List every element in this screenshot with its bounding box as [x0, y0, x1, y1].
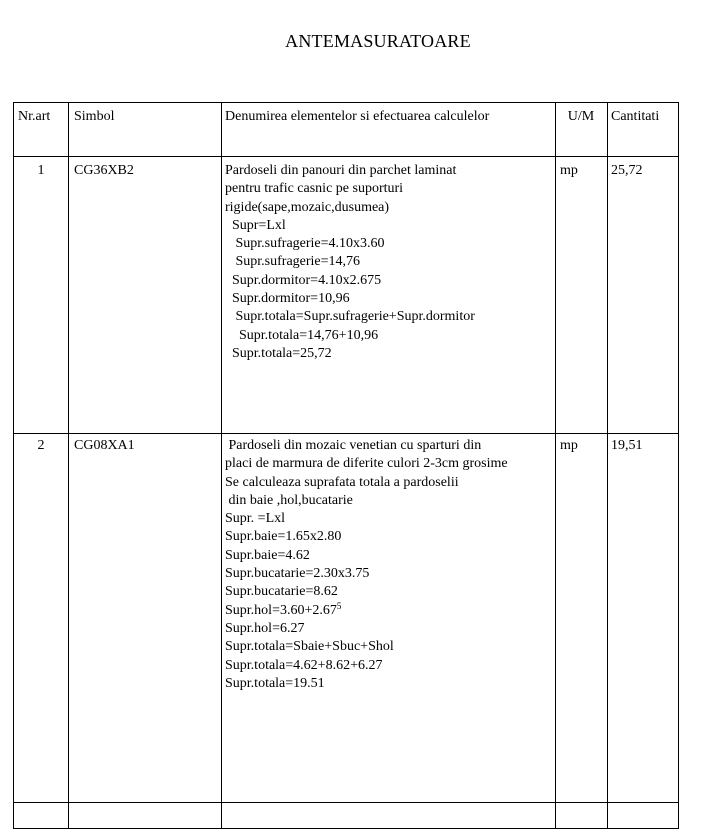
- calculation-line: Supr.baie=4.62: [225, 547, 310, 563]
- calculation-line: Se calculeaza suprafata totala a pardoselii: [225, 474, 459, 490]
- calculation-line: Supr.bucatarie=8.62: [225, 584, 338, 600]
- column-divider: [607, 103, 608, 828]
- calculation-line: Supr.dormitor=10,96: [225, 291, 350, 307]
- column-divider: [68, 103, 69, 828]
- calculation-line: Supr.baie=1.65x2.80: [225, 529, 342, 545]
- row-1-um: mp: [560, 163, 578, 178]
- measurements-table: [13, 102, 679, 829]
- row-1-cantitate: 25,72: [611, 163, 643, 178]
- superscript-digit: 5: [336, 600, 342, 611]
- calculation-line: Supr. =Lxl: [225, 511, 286, 527]
- row-2-um: mp: [560, 438, 578, 453]
- page-title: ANTEMASURATOARE: [285, 31, 471, 51]
- calculation-line: Supr.hol=3.60+2.67: [225, 602, 337, 618]
- header-denumire: Denumirea elementelor si efectuarea calculelor: [225, 109, 490, 124]
- calculation-line: rigide(sape,mozaic,dusumea): [225, 199, 390, 215]
- calculation-line: Supr.sufragerie=4.10x3.60: [225, 236, 385, 252]
- calculation-line: Supr.sufragerie=14,76: [225, 254, 361, 270]
- calculation-line: Supr.totala=Sbaie+Sbuc+Shol: [225, 639, 394, 655]
- row-1-simbol: CG36XB2: [74, 163, 134, 178]
- calculation-line: Supr.totala=14,76+10,96: [225, 327, 379, 343]
- calculation-line: placi de marmura de diferite culori 2-3cm grosime: [225, 456, 508, 472]
- row-1-nr: 1: [37, 163, 45, 178]
- row-1-description: [225, 162, 475, 363]
- header-um: U/M: [567, 109, 595, 124]
- row-2-cantitate: 19,51: [611, 438, 643, 453]
- column-divider: [221, 103, 222, 828]
- header-nr-art: Nr.art: [18, 109, 51, 124]
- row-divider: [14, 433, 678, 434]
- calculation-line: Supr.totala=25,72: [225, 345, 332, 361]
- calculation-line: Supr.totala=4.62+8.62+6.27: [225, 657, 383, 673]
- calculation-line-with-superscript: [225, 602, 508, 620]
- calculation-line: Supr=Lxl: [225, 217, 286, 233]
- column-divider: [555, 103, 556, 828]
- row-divider: [14, 156, 678, 157]
- calculation-line: Supr.hol=6.27: [225, 620, 305, 636]
- row-divider: [14, 802, 678, 803]
- calculation-line: Pardoseli din mozaic venetian cu sparturi din: [225, 438, 482, 453]
- header-simbol: Simbol: [74, 109, 115, 124]
- calculation-line: din baie ,hol,bucatarie: [225, 492, 353, 508]
- calculation-line: pentru trafic casnic pe suporturi: [225, 181, 404, 197]
- header-cantitati: Cantitati: [611, 109, 660, 124]
- row-2-nr: 2: [37, 438, 45, 453]
- calculation-line: Supr.bucatarie=2.30x3.75: [225, 566, 370, 582]
- row-2-simbol: CG08XA1: [74, 438, 135, 453]
- calculation-line: Supr.totala=Supr.sufragerie+Supr.dormitor: [225, 309, 475, 325]
- calculation-line: Pardoseli din panouri din parchet laminat: [225, 163, 457, 178]
- row-2-description: [225, 437, 508, 693]
- calculation-line: Supr.totala=19.51: [225, 675, 325, 691]
- calculation-line: Supr.dormitor=4.10x2.675: [225, 272, 382, 288]
